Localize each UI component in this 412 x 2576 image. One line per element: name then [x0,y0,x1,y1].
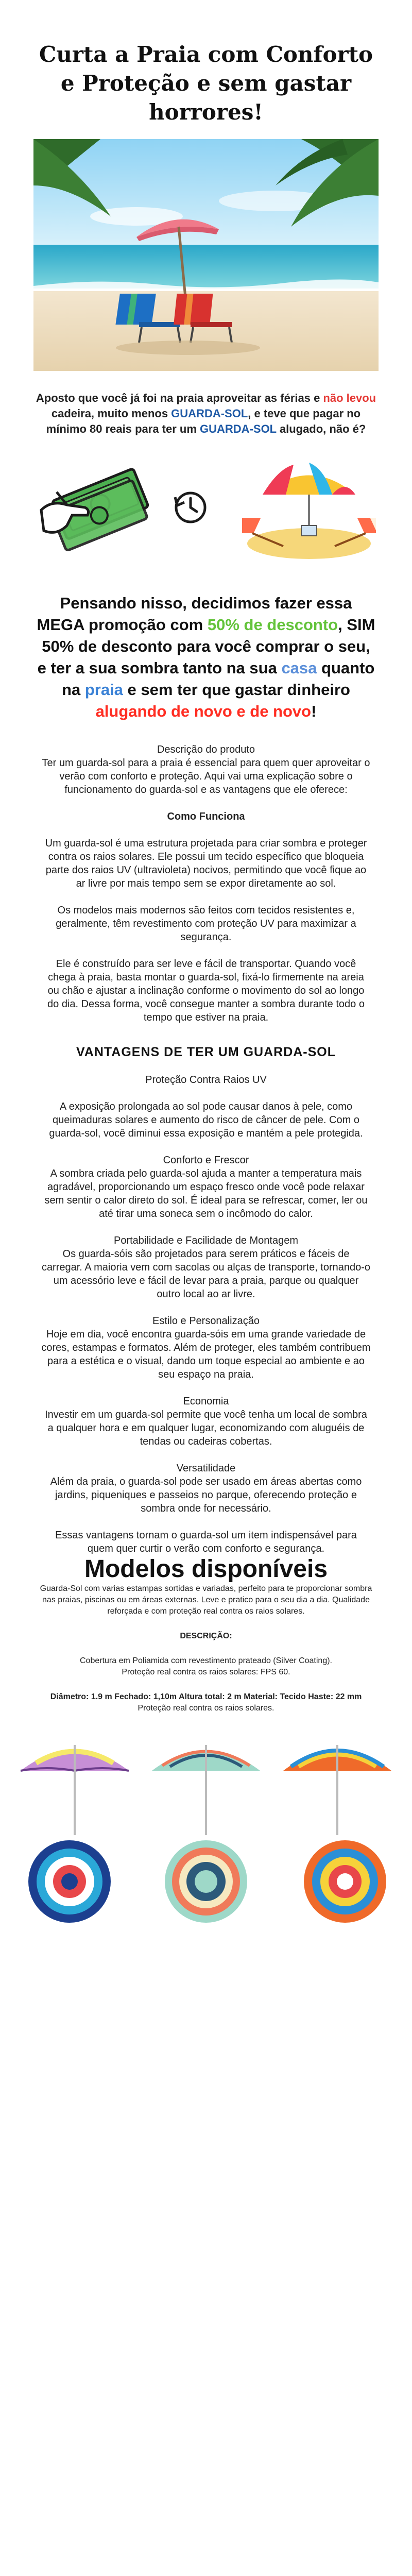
spec-protection: Proteção real contra os raios solares. [138,1704,274,1713]
intro-text-1: Aposto que você já foi na praia aproveitar as férias e [36,392,323,404]
promo-praia-highlight: praia [84,681,123,699]
promo-text-4: e sem ter que gastar dinheiro [123,681,350,699]
advantage-title: Versatilidade [176,1463,236,1474]
advantage-title: Proteção Contra Raios UV [145,1074,267,1086]
promo-casa-highlight: casa [281,659,317,677]
intro-text-4: alugado, não é? [276,422,366,435]
umbrella-product-image [15,1735,134,1838]
models-section [36,1583,376,1714]
umbrella-top-row [0,1838,412,1930]
promo-alugando-highlight: alugando de novo e de novo [95,702,312,720]
promo-text-5: ! [311,702,317,720]
umbrella-side-row [0,1735,412,1838]
spec-dimensions: Diâmetro: 1.9 m Fechado: 1,10m Altura total: 2 m Material: Tecido Haste: 22 mm [50,1692,362,1701]
advantage-title: Conforto e Frescor [163,1155,249,1166]
beach-scene-icon [242,459,376,562]
promo-text-3: quanto na [62,659,375,699]
intro-text-2: cadeira, muito menos [51,407,171,420]
description-title: Descrição do produto [157,744,255,755]
product-description [41,743,371,1024]
models-title: Modelos disponíveis [84,1555,328,1583]
intro-text-3: , e teve que pagar no mínimo 80 reais para ter um [46,407,361,435]
beach-hero-image [33,139,379,371]
intro-highlight-blue-2: GUARDA-SOL [200,422,277,435]
advantages-title: VANTAGENS DE TER UM GUARDA-SOL [76,1045,336,1059]
description-lead: Ter um guarda-sol para a praia é essencial para quem quer aproveitar o verão com conforto e proteção. Aqui vai uma explicação sobre o funcionamento do guarda-sol e as vantagens que ele oferece: [42,757,370,795]
spec-fps: Proteção real contra os raios solares: FPS 60. [122,1668,290,1676]
models-text: Guarda-Sol com varias estampas sortidas e variadas, perfeito para te proporcionar sombra nas praias, piscinas ou em áreas externas. Leve e pratico para o seu dia a dia. Qualidade reforçada e com proteção real contra os raios solares. [40,1584,372,1616]
advantage-title: Estilo e Personalização [152,1315,260,1327]
icons-row [0,459,412,562]
advantage-text: Os guarda-sóis são projetados para serem práticos e fáceis de carregar. A maioria vem com sacolas ou alças de transporte, tornando-o um acessório leve e fácil de levar para a praia, parque ou qualquer outro local ao ar livre. [41,1248,371,1300]
advantage-text: Além da praia, o guarda-sol pode ser usado em áreas abertas como jardins, piqueniques e passeios no parque, oferecendo proteção e sombra onde for necessário. [50,1476,362,1514]
advantage-text: A sombra criada pelo guarda-sol ajuda a manter a temperatura mais agradável, proporcionando um espaço fresco onde você pode relaxar sem sentir o calor direto do sol. É ideal para se refrescar, comer, ler ou até tirar uma soneca sem o incômodo do calor. [44,1168,368,1219]
umbrella-top-image [26,1838,113,1925]
advantages-closing: Essas vantagens tornam o guarda-sol um item indispensável para quem quer curtir o verão com conforto e segurança. [55,1530,357,1554]
advantages-list [41,1060,371,1555]
how-it-works-paragraph-3: Ele é construído para ser leve e fácil de transportar. Quando você chega à praia, basta montar o guarda-sol, fixá-lo firmemente na areia ou chão e ajustar a inclinação conforme o movimento do sol ao longo do dia. Dessa forma, você consegue manter a sombra durante todo o tempo que estiver na praia. [47,958,365,1023]
promo-text-1: Pensando nisso, decidimos fazer essa MEGA promoção com [37,594,352,634]
umbrella-product-image [147,1735,265,1838]
hero-title: Curta a Praia com Conforto e Proteção e sem gastar horrores! [39,42,373,125]
umbrella-product-image [278,1735,397,1838]
advantage-text: Hoje em dia, você encontra guarda-sóis em uma grande variedade de cores, estampas e formatos. Além de proteger, eles também contribuem para a estética e o visual, dando um toque especial ao ambiente e ao seu espaço na praia. [41,1329,371,1380]
promo-discount-highlight: 50% de desconto [207,616,338,634]
advantage-title: Portabilidade e Facilidade de Montagem [114,1235,298,1246]
advantage-text: Investir em um guarda-sol permite que você tenha um local de sombra a qualquer hora e em qualquer lugar, economizando com aluguéis de tendas ou cadeiras cobertas. [45,1409,367,1447]
intro-highlight-blue-1: GUARDA-SOL [171,407,248,420]
advantage-title: Economia [183,1396,229,1407]
advantage-text: A exposição prolongada ao sol pode causar danos à pele, como queimaduras solares e aumento do risco de câncer de pele. Com o guarda-sol, você diminui essa exposição e mantém a pele protegida. [49,1101,363,1139]
umbrella-top-image [301,1838,389,1925]
money-icon [36,464,160,551]
intro-paragraph [31,391,381,437]
promo-paragraph [36,592,376,722]
how-it-works-paragraph-2: Os modelos mais modernos são feitos com tecidos resistentes e, geralmente, têm revestimento com proteção UV para maximizar a segurança. [56,905,356,943]
clock-icon [170,487,211,528]
models-description-label: DESCRIÇÃO: [180,1632,232,1640]
intro-highlight-red: não levou [323,392,376,404]
promo-text-2: , SIM 50% de desconto para você comprar o seu, e ter a sua sombra tanto na sua [37,616,375,677]
how-it-works-paragraph-1: Um guarda-sol é uma estrutura projetada para criar sombra e proteger contra os raios solares. Ele possui um tecido específico que bloqueia parte dos raios UV (ultravioleta) nocivos, permitindo que você fique ao ar livre por mais tempo sem se expor diretamente ao sol. [45,838,367,889]
how-it-works-title: Como Funciona [167,811,245,822]
spec-coating: Cobertura em Poliamida com revestimento prateado (Silver Coating). [80,1656,332,1665]
umbrella-top-image [162,1838,250,1925]
